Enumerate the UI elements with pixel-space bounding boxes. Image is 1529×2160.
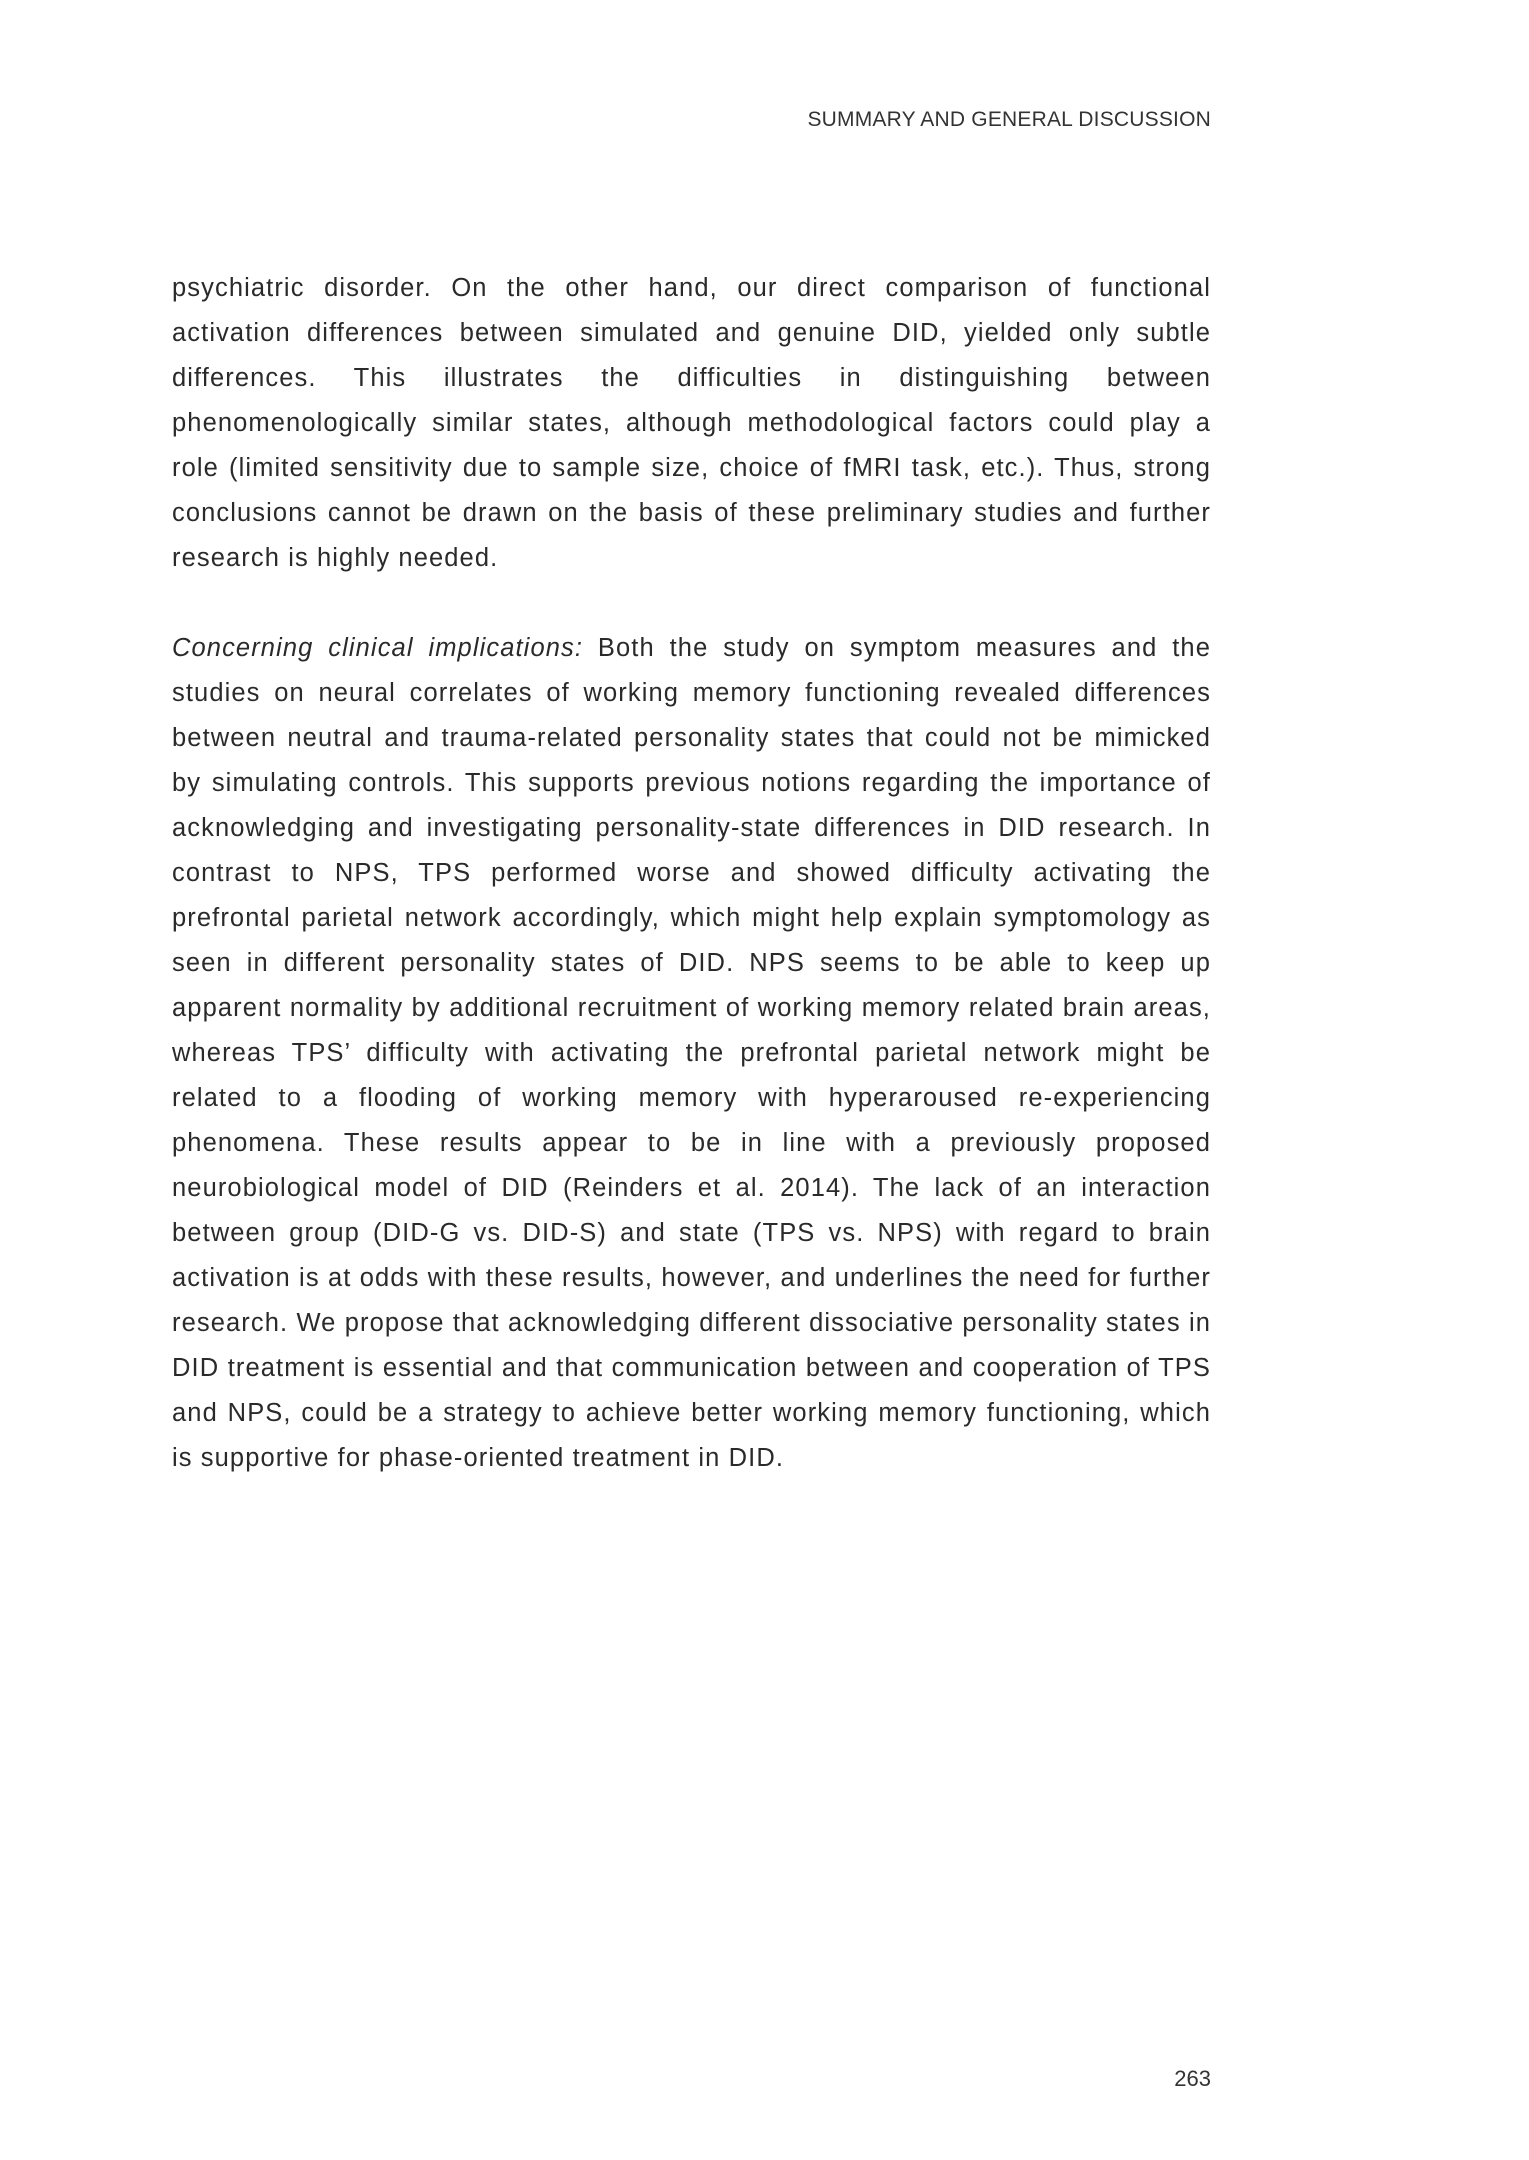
body-paragraph-2: [172, 626, 1211, 1481]
running-header: SUMMARY AND GENERAL DISCUSSION: [807, 108, 1211, 131]
paragraph-lead-in: Concerning clinical implications:: [172, 634, 584, 662]
page-number: 263: [1174, 2066, 1211, 2091]
paragraph-text: Both the study on symptom measures and the studies on neural correlates of working memory functioning revealed differences between neutral and trauma-related personality states that could not be mimicked by simulating controls. This supports previous notions regarding the importance of acknowledging and investigating personality-state differences in DID research. In contrast to NPS, TPS performed worse and showed difficulty activating the prefrontal parietal network accordingly, which might help explain symptomology as seen in different personality states of DID. NPS seems to be able to keep up apparent normality by additional recruitment of working memory related brain areas, whereas TPS’ difficulty with activating the prefrontal parietal network might be related to a flooding of working memory with hyperaroused re-experiencing phenomena. These results appear to be in line with a previously proposed neurobiological model of DID (Reinders et al. 2014). The lack of an interaction between group (DID-G vs. DID-S) and state (TPS vs. NPS) with regard to brain activation is at odds with these results, however, and underlines the need for further research. We propose that acknowledging different dissociative personality states in DID treatment is essential and that communication between and cooperation of TPS and NPS, could be a strategy to achieve better working memory functioning, which is supportive for phase-oriented treatment in DID.: [172, 634, 1211, 1472]
body-paragraph-1: psychiatric disorder. On the other hand, our direct comparison of functional activation differences between simulated and genuine DID, yielded only subtle differences. This illustrates the difficulties in distinguishing between phenomenologically similar states, although methodological factors could play a role (limited sensitivity due to sample size, choice of fMRI task, etc.). Thus, strong conclusions cannot be drawn on the basis of these preliminary studies and further research is highly needed.: [172, 274, 1211, 572]
